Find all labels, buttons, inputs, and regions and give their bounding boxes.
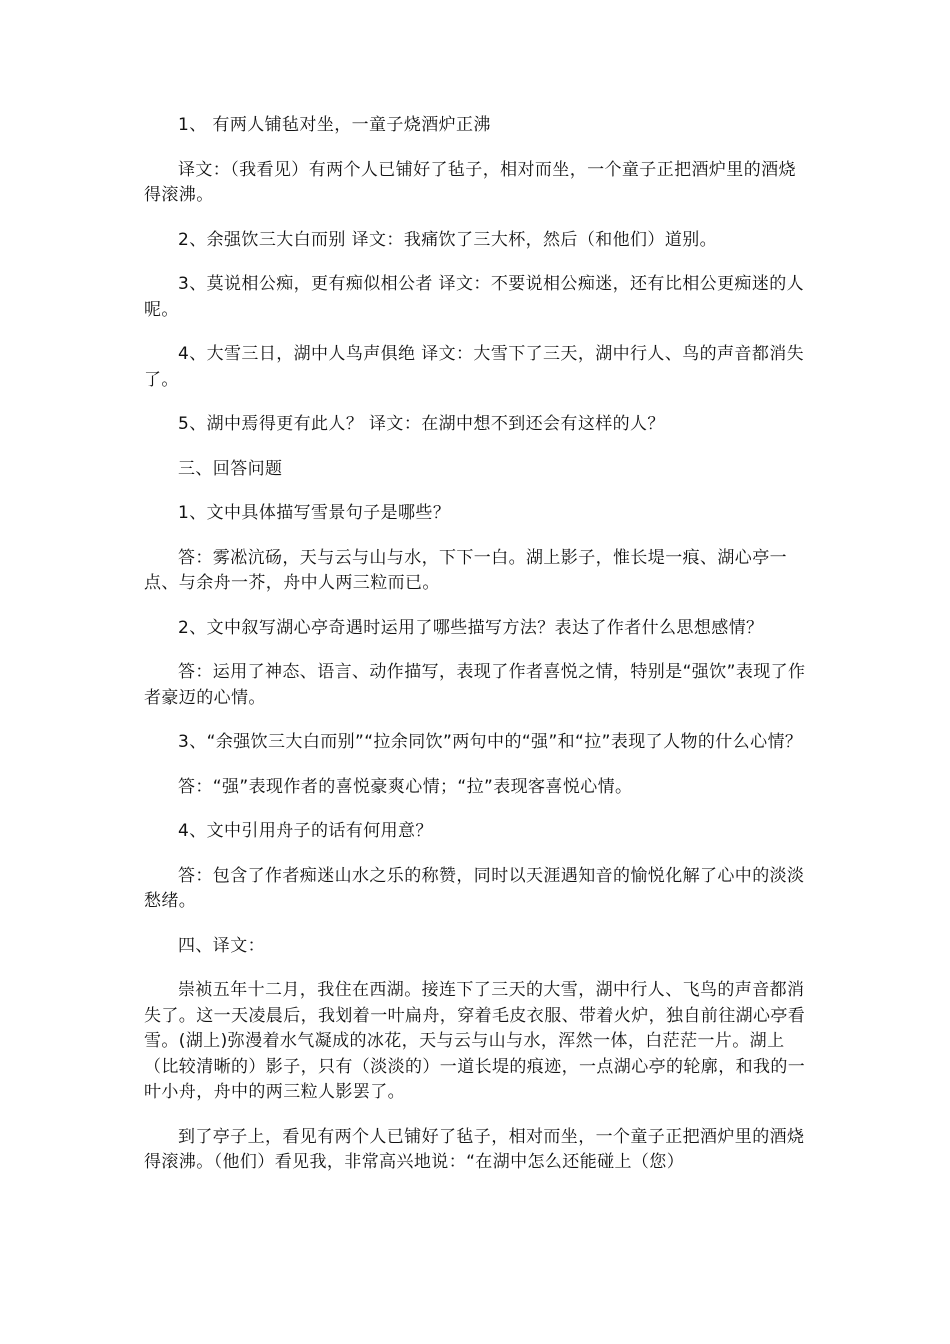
question: 2、文中叙写湖心亭奇遇时运用了哪些描写方法？表达了作者什么思想感情？ — [178, 617, 764, 638]
answer: 答：“强”表现作者的喜悦豪爽心情；“拉”表现客喜悦心情。 — [178, 776, 633, 797]
translation-paragraph: 到了亭子上，看见有两个人已铺好了毡子，相对而坐，一个童子正把酒炉里的酒烧得滚沸。（他们）看见我，非常高兴地说：“在湖中怎么还能碰上（您） — [144, 1126, 805, 1172]
paragraph: 译文：（我看见）有两个人已铺好了毡子，相对而坐，一个童子正把酒炉里的酒烧得滚沸。 — [144, 159, 796, 205]
paragraph: 3、莫说相公痴，更有痴似相公者 译文：不要说相公痴迷，还有比相公更痴迷的人呢。 — [144, 274, 805, 320]
translation-paragraph: 崇祯五年十二月，我住在西湖。接连下了三天的大雪，湖中行人、飞鸟的声音都消失了。这一天凌晨后，我划着一叶扁舟，穿着毛皮衣服、带着火炉，独自前往湖心亭看雪。(湖上)弥漫着水气凝成的冰花，天与云与山与水，浑然一体，白茫茫一片。湖上（比较清晰的）影子，只有（淡淡的）一道长堤的痕迹，一点湖心亭的轮廓，和我的一叶小舟，舟中的两三粒人影罢了。 — [144, 980, 806, 1102]
section-heading: 三、回答问题 — [178, 458, 283, 479]
answer: 答：包含了作者痴迷山水之乐的称赞，同时以天涯遇知音的愉悦化解了心中的淡淡愁绪。 — [144, 865, 805, 911]
question: 4、文中引用舟子的话有何用意？ — [178, 821, 433, 841]
paragraph: 1、 有两人铺毡对坐，一童子烧酒炉正沸 — [178, 115, 491, 135]
paragraph: 5、湖中焉得更有此人？ 译文：在湖中想不到还会有这样的人？ — [178, 414, 665, 434]
question: 3、“余强饮三大白而别”“拉余同饮”两句中的“强”和“拉”表现了人物的什么心情？ — [178, 732, 803, 752]
answer: 答：运用了神态、语言、动作描写，表现了作者喜悦之情，特别是“强饮”表现了作者豪迈的心情。 — [144, 662, 806, 708]
answer: 答：雾凇沆砀，天与云与山与水，下下一白。湖上影子，惟长堤一痕、湖心亭一点、与余舟一芥，舟中人两三粒而已。 — [144, 547, 787, 593]
paragraph: 4、大雪三日，湖中人鸟声俱绝 译文：大雪下了三天，湖中行人、鸟的声音都消失了。 — [144, 344, 805, 390]
document-body — [144, 113, 810, 1176]
question: 1、文中具体描写雪景句子是哪些？ — [178, 503, 451, 523]
paragraph: 2、余强饮三大白而别 译文：我痛饮了三大杯，然后（和他们）道别。 — [178, 229, 718, 250]
section-heading: 四、译文： — [178, 935, 265, 956]
